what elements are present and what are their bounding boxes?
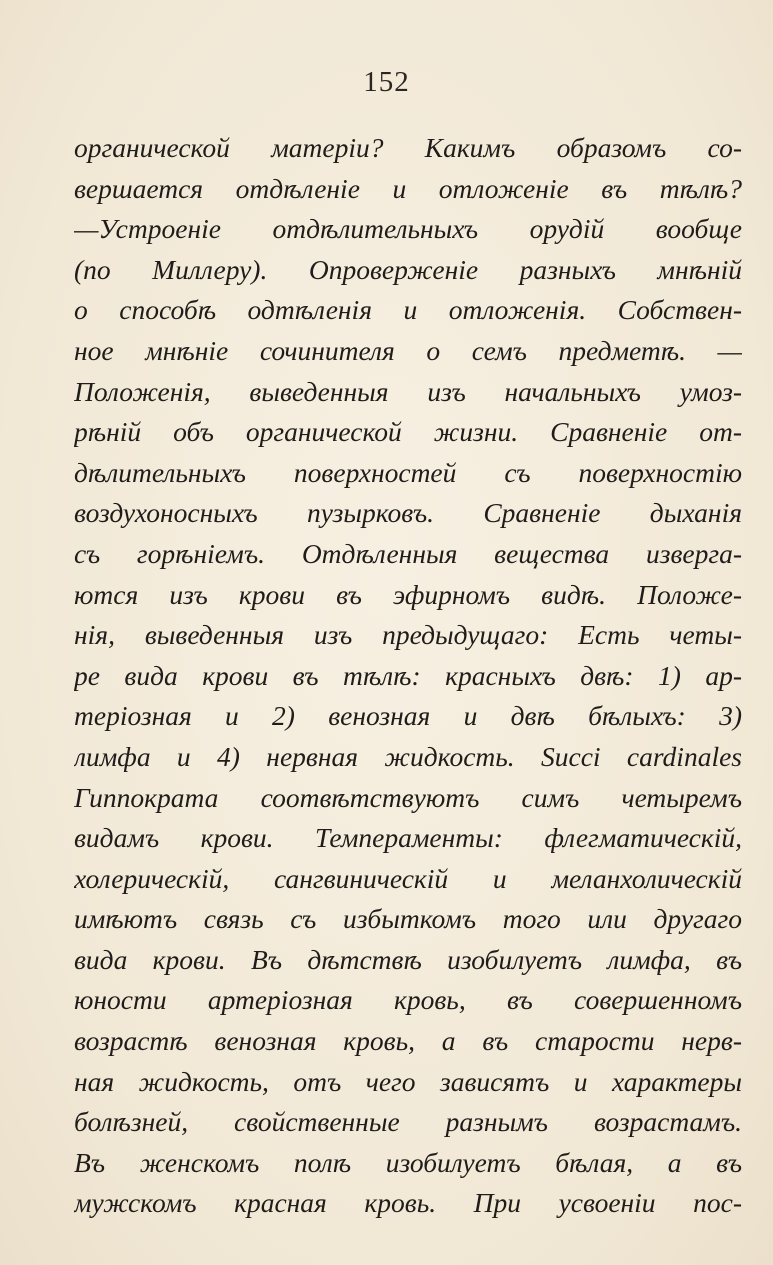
text-line: вида крови. Въ дѣтствѣ изобилуетъ лимфа, въ (74, 943, 742, 975)
text-line: (по Миллеру). Опроверженіе разныхъ мнѣній (74, 253, 742, 285)
text-line: ное мнѣніе сочинителя о семъ предметѣ. — (74, 334, 742, 366)
text-line: Въ женскомъ полѣ изобилуетъ бѣлая, а въ (74, 1146, 742, 1178)
text-line: теріозная и 2) венозная и двѣ бѣлыхъ: 3) (74, 700, 742, 732)
text-line: рѣній объ органической жизни. Сравненіе от- (74, 416, 742, 448)
text-line: видамъ крови. Темпераменты: флегматическій, (74, 822, 742, 854)
text-line: дѣлительныхъ поверхностей съ поверхностію (74, 456, 742, 488)
text-line: холерическій, сангвиническій и меланхолическій (74, 862, 742, 894)
text-line: возрастѣ венозная кровь, а въ старости нерв- (74, 1025, 742, 1057)
text-line: болѣзней, свойственные разнымъ возрастамъ. (74, 1106, 742, 1138)
text-line: юности артеріозная кровь, въ совершенномъ (74, 984, 742, 1016)
text-line: —Устроеніе отдѣлительныхъ орудій вообще (74, 213, 742, 245)
text-line: ная жидкость, отъ чего зависятъ и характеры (74, 1065, 742, 1097)
text-line: ре вида крови въ тѣлѣ: красныхъ двѣ: 1) ар- (74, 659, 742, 691)
text-line: о способѣ одтѣленія и отложенія. Собствен- (74, 294, 742, 326)
text-line: Положенія, выведенныя изъ начальныхъ умоз- (74, 375, 742, 407)
text-line: имѣютъ связь съ избыткомъ того или другаго (74, 903, 742, 935)
body-text (74, 128, 742, 1224)
text-line: нія, выведенныя изъ предыдущаго: Есть четы- (74, 619, 742, 651)
page-number: 152 (363, 66, 410, 98)
text-line: ются изъ крови въ эфирномъ видѣ. Положе- (74, 578, 742, 610)
text-line: съ горѣніемъ. Отдѣленныя вещества изверга- (74, 537, 742, 569)
text-line: Гиппократа соотвѣтствуютъ симъ четыремъ (74, 781, 742, 813)
text-line: вершается отдѣленіе и отложеніе въ тѣлѣ? (74, 172, 742, 204)
text-line: органической матеріи? Какимъ образомъ со- (74, 132, 742, 163)
text-line: мужскомъ красная кровь. При усвоеніи пос- (74, 1187, 742, 1219)
text-line: воздухоносныхъ пузырковъ. Сравненіе дыханія (74, 497, 742, 529)
text-line: лимфа и 4) нервная жидкость. Succi cardinales (74, 740, 742, 772)
